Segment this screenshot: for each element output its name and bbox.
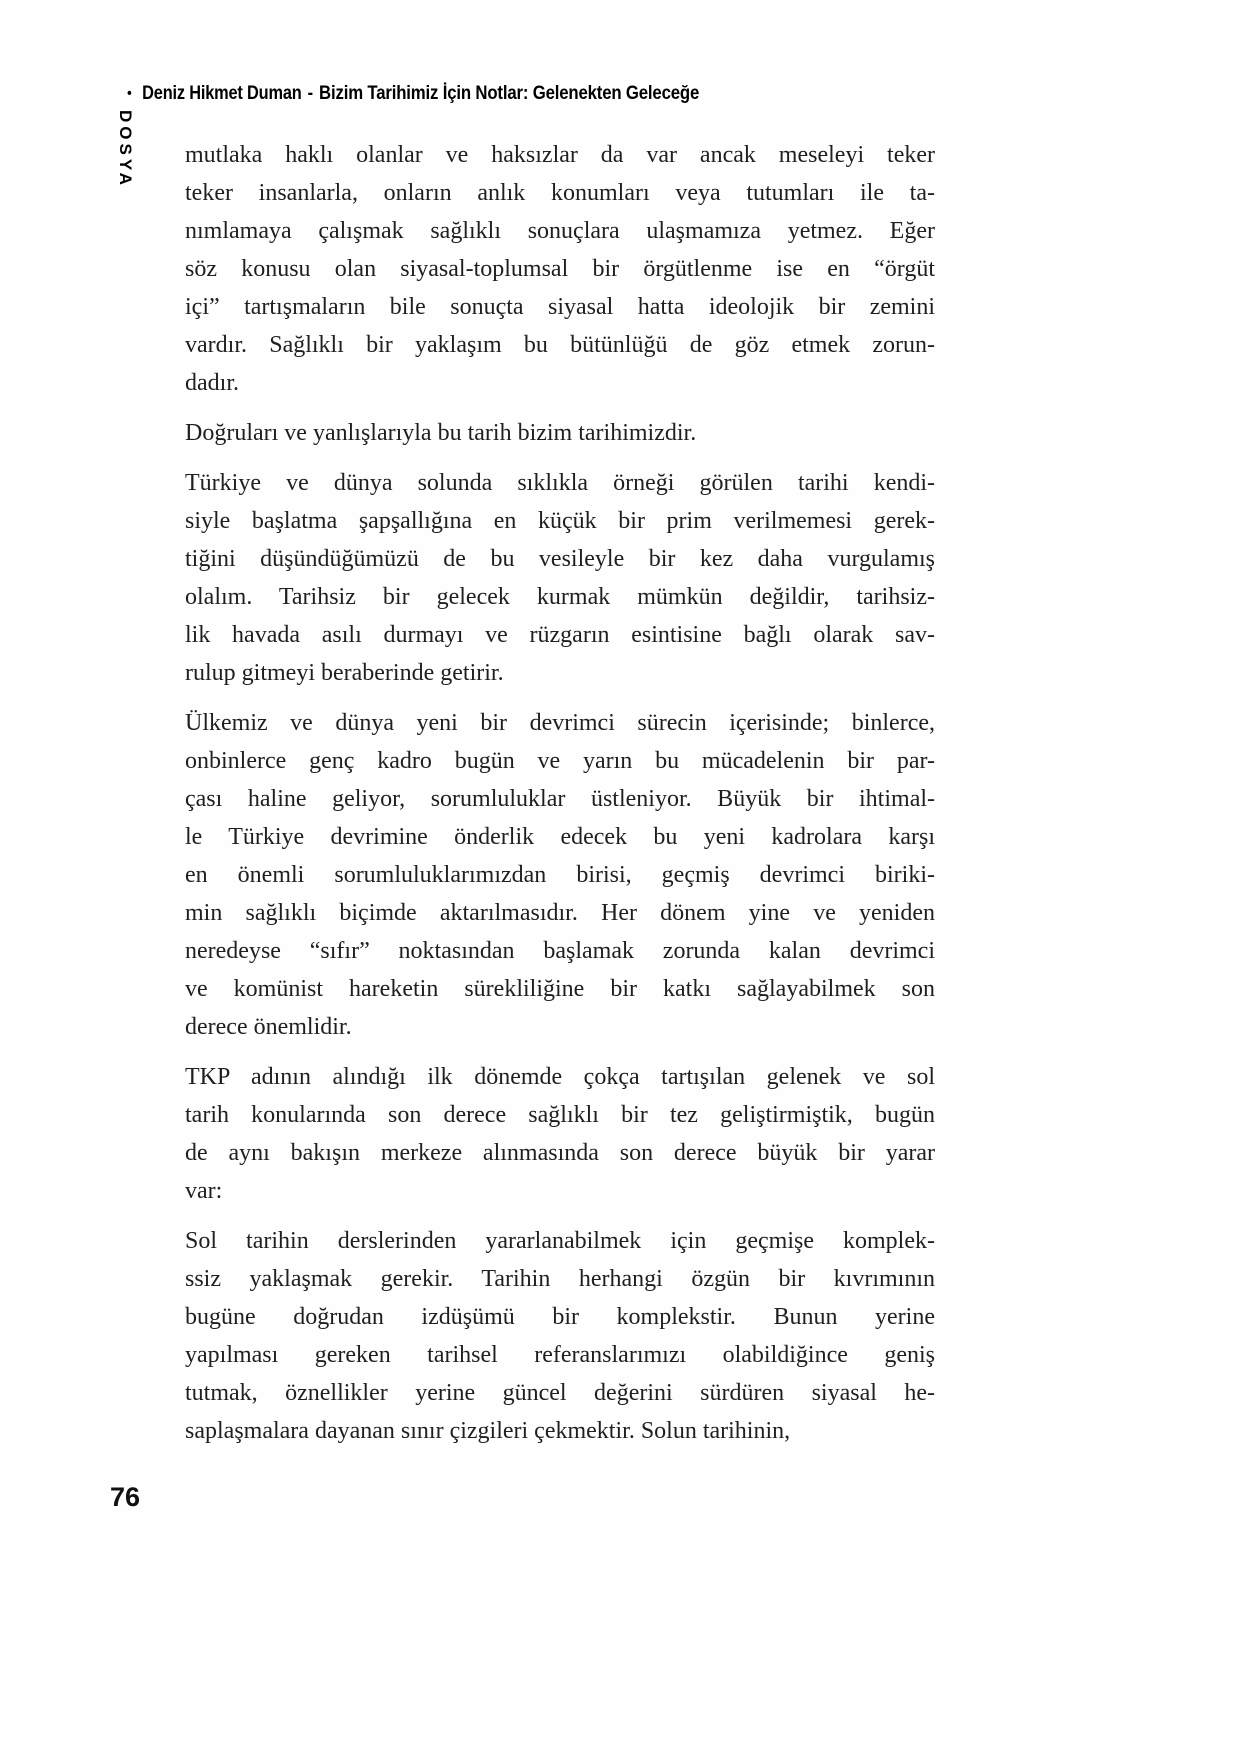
text-line: TKP adının alındığı ilk dönemde çokça tartışılan gelenek ve sol — [185, 1064, 935, 1090]
text-line: teker insanlarla, onların anlık konumları veya tutumları ile ta- — [185, 180, 935, 206]
text-line: olalım. Tarihsiz bir gelecek kurmak mümkün değildir, tarihsiz- — [185, 584, 935, 610]
text-line: siyle başlatma şapşallığına en küçük bir prim verilmemesi gerek- — [185, 508, 935, 534]
text-line: var: — [185, 1178, 223, 1204]
paragraph — [185, 136, 935, 402]
body-text — [185, 136, 935, 1450]
text-line: mutlaka haklı olanlar ve haksızlar da var ancak meseleyi teker — [185, 142, 935, 168]
sidebar-section-label: DOSYA — [116, 110, 135, 189]
text-line: Türkiye ve dünya solunda sıklıkla örneği görülen tarihi kendi- — [185, 470, 935, 496]
header-author: Deniz Hikmet Duman — [142, 83, 302, 104]
text-line: saplaşmalara dayanan sınır çizgileri çekmektir. Solun tarihinin, — [185, 1418, 791, 1444]
text-line: bugüne doğrudan izdüşümü bir komplekstir. Bunun yerine — [185, 1304, 935, 1330]
text-line: ssiz yaklaşmak gerekir. Tarihin herhangi özgün bir kıvrımının — [185, 1266, 935, 1292]
text-line: Ülkemiz ve dünya yeni bir devrimci sürecin içerisinde; binlerce, — [185, 710, 935, 736]
page-header-text — [127, 82, 699, 105]
text-line: onbinlerce genç kadro bugün ve yarın bu mücadelenin bir par- — [185, 748, 935, 774]
paragraph — [185, 1222, 935, 1450]
text-line: nımlamaya çalışmak sağlıklı sonuçlara ulaşmamıza yetmez. Eğer — [185, 218, 935, 244]
paragraph — [185, 704, 935, 1046]
page-header — [127, 82, 792, 105]
paragraph — [185, 414, 935, 452]
paragraph — [185, 464, 935, 692]
text-line: söz konusu olan siyasal-toplumsal bir örgütlenme ise en “örgüt — [185, 256, 935, 282]
text-line: vardır. Sağlıklı bir yaklaşım bu bütünlüğü de göz etmek zorun- — [185, 332, 935, 358]
text-line: dadır. — [185, 370, 239, 396]
bullet-icon: • — [127, 85, 132, 102]
paragraph — [185, 1058, 935, 1210]
text-line: Doğruları ve yanlışlarıyla bu tarih bizim tarihimizdir. — [185, 420, 697, 446]
header-separator: - — [307, 83, 314, 104]
page-number: 76 — [110, 1482, 141, 1512]
text-line: çası haline geliyor, sorumluluklar üstleniyor. Büyük bir ihtimal- — [185, 786, 935, 812]
text-line: le Türkiye devrimine önderlik edecek bu yeni kadrolara karşı — [185, 824, 935, 850]
text-line: içi” tartışmaların bile sonuçta siyasal hatta ideolojik bir zemini — [185, 294, 935, 320]
text-line: Sol tarihin derslerinden yararlanabilmek için geçmişe komplek- — [185, 1228, 935, 1254]
text-line: rulup gitmeyi beraberinde getirir. — [185, 660, 504, 686]
text-line: tutmak, öznellikler yerine güncel değerini sürdüren siyasal he- — [185, 1380, 935, 1406]
text-line: yapılması gereken tarihsel referanslarımızı olabildiğince geniş — [185, 1342, 935, 1368]
header-book-title: Bizim Tarihimiz İçin Notlar: Gelenekten Geleceğe — [319, 82, 700, 104]
text-line: tarih konularında son derece sağlıklı bir tez geliştirmiştik, bugün — [185, 1102, 935, 1128]
text-line: lik havada asılı durmayı ve rüzgarın esintisine bağlı olarak sav- — [185, 622, 935, 648]
text-line: min sağlıklı biçimde aktarılmasıdır. Her dönem yine ve yeniden — [185, 900, 935, 926]
text-line: de aynı bakışın merkeze alınmasında son derece büyük bir yarar — [185, 1140, 935, 1166]
text-line: en önemli sorumluluklarımızdan birisi, geçmiş devrimci biriki- — [185, 862, 935, 888]
text-line: derece önemlidir. — [185, 1014, 352, 1040]
text-line: neredeyse “sıfır” noktasından başlamak zorunda kalan devrimci — [185, 938, 935, 964]
text-line: tiğini düşündüğümüzü de bu vesileyle bir kez daha vurgulamış — [185, 546, 935, 572]
text-line: ve komünist hareketin sürekliliğine bir katkı sağlayabilmek son — [185, 976, 935, 1002]
